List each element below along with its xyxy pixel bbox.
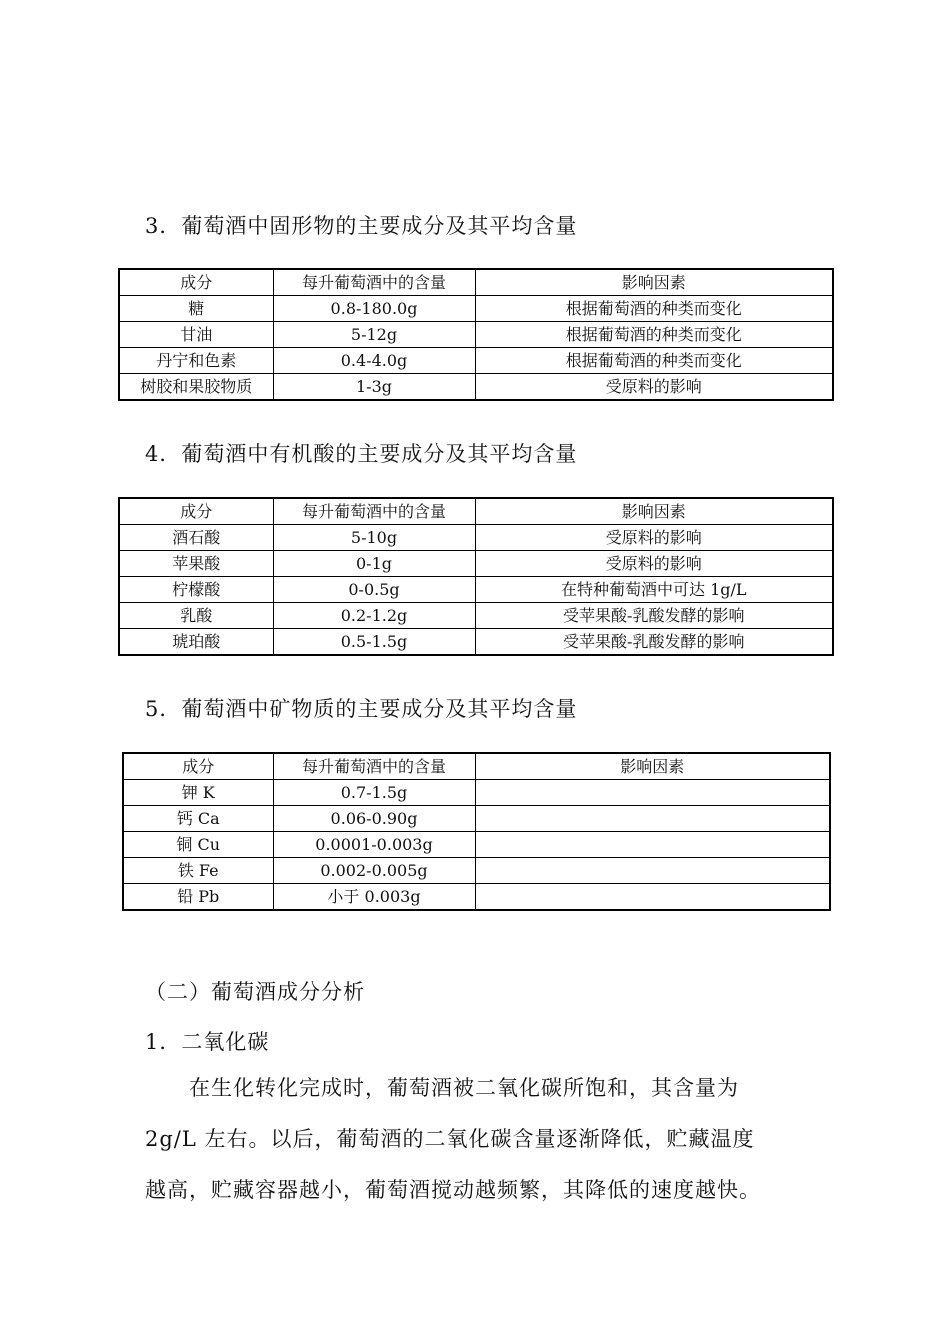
table-cell: 受原料的影响 (475, 374, 833, 401)
table-cell: 乳酸 (119, 603, 273, 629)
table-cell: 根据葡萄酒的种类而变化 (475, 296, 833, 322)
table-cell: 5-10g (273, 525, 475, 551)
table-header-row (119, 269, 833, 296)
table-cell: 0.06-0.90g (273, 806, 475, 832)
table-cell: 苹果酸 (119, 551, 273, 577)
table-cell (475, 780, 830, 806)
solids-table-body (119, 269, 833, 400)
section3-heading: 3．葡萄酒中固形物的主要成分及其平均含量 (145, 214, 578, 238)
table-cell: 糖 (119, 296, 273, 322)
table-cell: 柠檬酸 (119, 577, 273, 603)
table-cell: 根据葡萄酒的种类而变化 (475, 348, 833, 374)
table-row (119, 551, 833, 577)
table-cell: 在特种葡萄酒中可达 1g/L (475, 577, 833, 603)
table-cell: 0.5-1.5g (273, 629, 475, 656)
table-row (123, 806, 830, 832)
table-cell: 0.0001-0.003g (273, 832, 475, 858)
organic-acids-table (118, 497, 834, 656)
co2-subheading: 1．二氧化碳 (145, 1030, 270, 1054)
minerals-table (122, 752, 831, 911)
column-header: 每升葡萄酒中的含量 (273, 498, 475, 525)
table-cell: 铅 Pb (123, 884, 273, 911)
table-row (119, 525, 833, 551)
table-cell: 甘油 (119, 322, 273, 348)
table-cell (475, 832, 830, 858)
column-header: 成分 (123, 753, 273, 780)
table-cell: 5-12g (273, 322, 475, 348)
table-cell: 根据葡萄酒的种类而变化 (475, 322, 833, 348)
table-cell: 受苹果酸-乳酸发酵的影响 (475, 629, 833, 656)
table-cell: 1-3g (273, 374, 475, 401)
table-cell: 树胶和果胶物质 (119, 374, 273, 401)
table-cell (475, 884, 830, 911)
table-row (119, 374, 833, 401)
paragraph-line: 越高，贮藏容器越小，葡萄酒搅动越频繁，其降低的速度越快。 (145, 1178, 761, 1202)
minerals-table-body (123, 753, 830, 910)
table-cell: 0.4-4.0g (273, 348, 475, 374)
table-row (123, 832, 830, 858)
table-cell: 0.002-0.005g (273, 858, 475, 884)
table-cell: 0.8-180.0g (273, 296, 475, 322)
paragraph-line: 2g/L 左右。以后，葡萄酒的二氧化碳含量逐渐降低，贮藏温度 (145, 1127, 755, 1151)
analysis-heading: （二）葡萄酒成分分析 (145, 980, 365, 1004)
table-row (119, 603, 833, 629)
column-header: 影响因素 (475, 753, 830, 780)
column-header: 成分 (119, 269, 273, 296)
table-cell: 铜 Cu (123, 832, 273, 858)
table-cell: 受苹果酸-乳酸发酵的影响 (475, 603, 833, 629)
column-header: 成分 (119, 498, 273, 525)
section4-heading: 4．葡萄酒中有机酸的主要成分及其平均含量 (145, 442, 578, 466)
table-cell (475, 858, 830, 884)
table-cell: 0-1g (273, 551, 475, 577)
co2-paragraph (145, 1063, 835, 1216)
section5-heading: 5．葡萄酒中矿物质的主要成分及其平均含量 (145, 697, 578, 721)
column-header: 影响因素 (475, 269, 833, 296)
organic-acids-table-body (119, 498, 833, 655)
table-row (123, 884, 830, 911)
table-row (119, 348, 833, 374)
column-header: 影响因素 (475, 498, 833, 525)
solids-table (118, 268, 834, 401)
paragraph-line: 在生化转化完成时，葡萄酒被二氧化碳所饱和，其含量为 (145, 1076, 739, 1100)
table-cell: 小于 0.003g (273, 884, 475, 911)
table-cell: 0.7-1.5g (273, 780, 475, 806)
table-row (119, 629, 833, 656)
table-cell: 铁 Fe (123, 858, 273, 884)
table-row (119, 296, 833, 322)
table-cell: 琥珀酸 (119, 629, 273, 656)
table-row (123, 858, 830, 884)
table-cell: 受原料的影响 (475, 525, 833, 551)
table-row (119, 322, 833, 348)
table-cell: 酒石酸 (119, 525, 273, 551)
column-header: 每升葡萄酒中的含量 (273, 269, 475, 296)
table-row (119, 577, 833, 603)
table-cell: 丹宁和色素 (119, 348, 273, 374)
table-cell: 0.2-1.2g (273, 603, 475, 629)
table-header-row (123, 753, 830, 780)
table-row (123, 780, 830, 806)
table-header-row (119, 498, 833, 525)
table-cell: 受原料的影响 (475, 551, 833, 577)
table-cell: 0-0.5g (273, 577, 475, 603)
column-header: 每升葡萄酒中的含量 (273, 753, 475, 780)
table-cell: 钙 Ca (123, 806, 273, 832)
table-cell (475, 806, 830, 832)
table-cell: 钾 K (123, 780, 273, 806)
